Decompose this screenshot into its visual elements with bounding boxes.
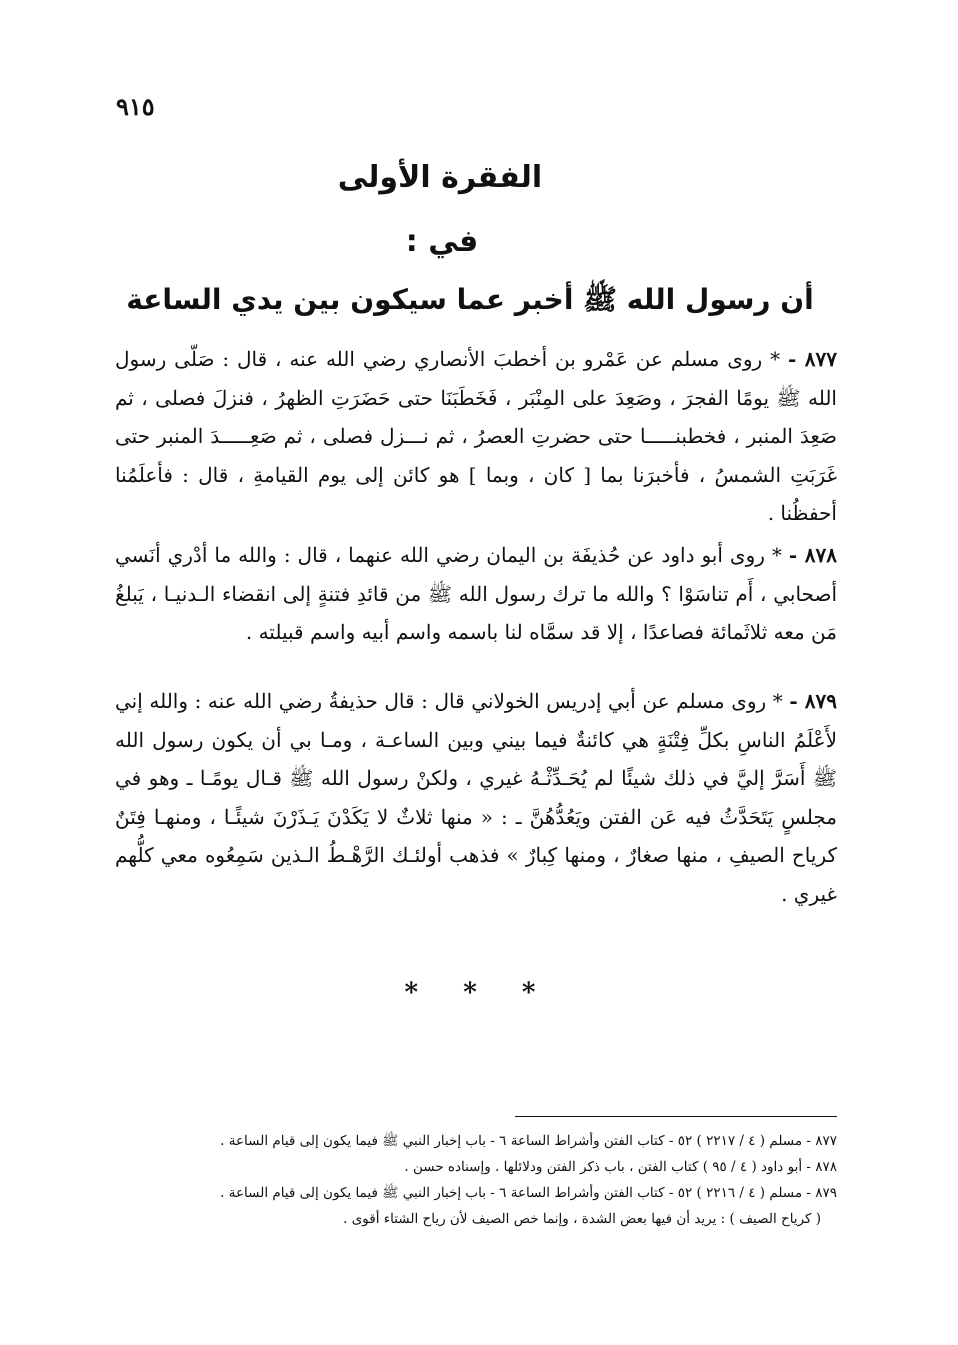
section-subtitle: في : (405, 224, 479, 259)
footnote-gloss: ( كرياح الصيف ) : يريد أن فيها بعض الشدة ، وإنما خص الصيف لأن رياح الشتاء أقوى . (343, 1211, 821, 1227)
footnote-rule (515, 1116, 837, 1117)
hadith-number: ٨٧٩ - (789, 689, 838, 713)
hadith-text: * روى أبو داود عن حُذيفَة بن اليمان رضي الله عنهما ، قال : والله ما أدْري أنَسي أصحابي ، أَم تناسَوْا ؟ والله ما ترك رسول الله ﷺ من قائدِ فتنةٍ إلى انقضاء الـدنيـا ، يَبلغُ مَن معه ثلاثَمائة فصاعدًا ، إلا قد سمَّاه لنا باسمه واسم أبيه واسم قبيلته . (115, 543, 837, 644)
hadith-text: * روى مسلم عن عَمْرو بن أخطبَ الأنصاري رضي الله عنه ، قال : صَلّى رسول الله ﷺ يومًا الفجرَ ، وصَعِدَ على المِنْبَر ، فَخَطَبَنَا حتى حَضَرَتِ الظهرُ ، فنزلَ فصلى ، ثم صَعِدَ المنبر ، فخطبنـــــا حتى حضرتِ العصرُ ، ثم نـــزل فصلى ، ثم صَعِـــــدَ المنبر حتى غَرَبَتِ الشمسُ ، فأخبرَنا بما [ كان ، وبما ] هو كائن إلى يوم القيامةِ ، قال : فأعلَمُنا أحفظُنا . (115, 347, 837, 525)
hadith-text: * روى مسلم عن أبي إدريس الخولاني قال : قال حذيفةُ رضي الله عنه : والله إني لأَعْلَمُ الناسِ بكلِّ فِتْنَةٍ هي كائنةٌ فيما بيني وبين الساعـة ، ومـا بي أن يكون رسول الله ﷺ أَسَرَّ إليَّ في ذلك شيئًا لم يُحَـدِّثْـهُ غيري ، ولكنْ رسول الله ﷺ قـال يومًـا ـ وهو في مجلسٍ يَتَحَدَّثُ فيه عَن الفتن ويَعُدُّهُنَّ ـ : « منها ثلاثٌ لا يَكَدْنَ يَـذَرْنَ شيئًـا ، ومنهـا فِتَنٌ كرياح الصيفِ ، منها صغارٌ ، ومنها كِبارٌ » فذهب أولئـك الرَّهْـطُ الـذين سَمِعُوه معي كلُّهم غيري . (115, 689, 837, 906)
section-topic: أن رسول الله ﷺ أخبر عما سيكون بين يدي الساعة (126, 283, 814, 316)
page-number: ٩١٥ (116, 92, 155, 121)
hadith-878 (115, 536, 837, 652)
section-separator: * * * (404, 978, 554, 1008)
footnote-878: ٨٧٨ - أبو داود ( ٤ / ٩٥ ) كتاب الفتن ، باب ذكر الفتن ودلائلها . وإسناده حسن . (404, 1159, 837, 1175)
footnote-879: ٨٧٩ - مسلم ( ٤ / ٢٢١٦ ) ٥٢ - كتاب الفتن وأشراط الساعة ٦ - باب إخبار النبي ﷺ فيما يكون إلى قيام الساعة . (220, 1185, 837, 1201)
section-title: الفقرة الأولى (337, 160, 543, 195)
hadith-879 (115, 682, 837, 913)
footnotes (150, 1128, 837, 1232)
hadith-877 (115, 340, 837, 533)
footnote-877: ٨٧٧ - مسلم ( ٤ / ٢٢١٧ ) ٥٢ - كتاب الفتن وأشراط الساعة ٦ - باب إخبار النبي ﷺ فيما يكون إلى قيام الساعة . (220, 1133, 837, 1149)
hadith-number: ٨٧٨ - (788, 543, 838, 567)
hadith-number: ٨٧٧ - (787, 347, 837, 371)
